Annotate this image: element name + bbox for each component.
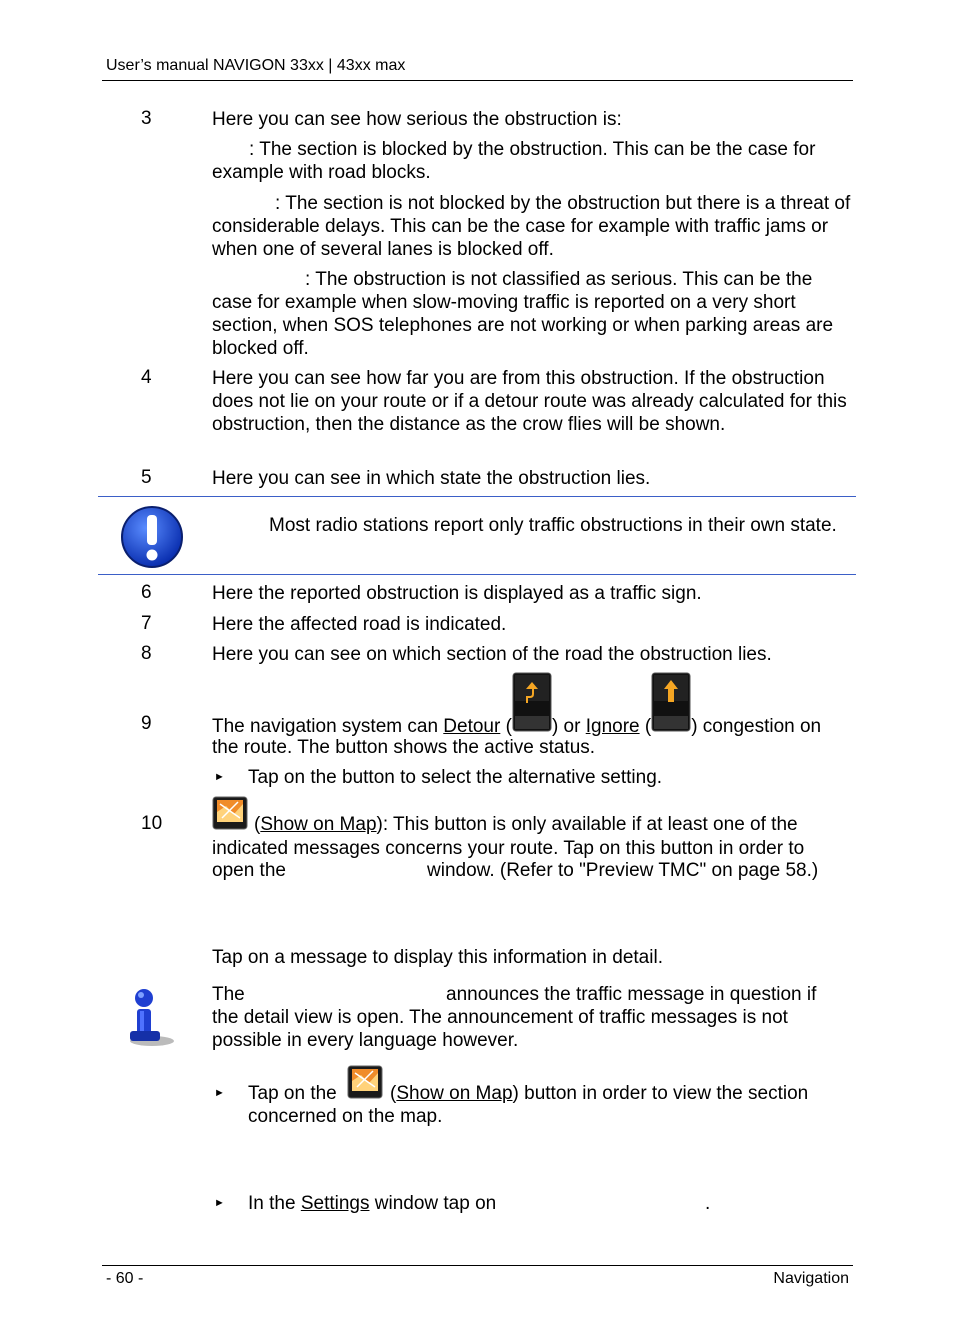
item-3-delays: : The section is not blocked by the obstruction but there is a threat of considerable delays. This can be the case for example with traffic jams or when one of several lanes is blocked off. — [212, 193, 851, 260]
ignore-link[interactable]: Ignore — [585, 716, 640, 737]
item-5-text: Here you can see in which state the obstruction lies. — [212, 468, 651, 489]
item-number-10: 10 — [141, 813, 163, 834]
item-number-3: 3 — [141, 108, 152, 129]
info-rest: announces the traffic message in question if — [446, 984, 817, 1005]
info-person-icon — [122, 987, 178, 1054]
settings-link[interactable]: Settings — [300, 1193, 370, 1214]
info-the: The — [212, 984, 245, 1005]
item-10-line3a: open the — [212, 860, 286, 881]
item-number-5: 5 — [141, 467, 152, 488]
note-text: Most radio stations report only traffic obstructions in their own state. — [269, 515, 837, 536]
showmap-rest: (Show on Map) button in order to view the section — [390, 1083, 809, 1104]
item-7-text: Here the affected road is indicated. — [212, 614, 507, 635]
item-4-text: Here you can see how far you are from this obstruction. If the obstruction does not lie on your route or if a detour route was already calculated for this obstruction, then the distance as the crow flies will be shown. — [212, 368, 847, 435]
item-10-line2: indicated messages concerns your route. Tap on this button in order to — [212, 838, 805, 859]
item-9-or: ) or — [551, 716, 586, 737]
info-line3: possible in every language however. — [212, 1030, 519, 1051]
settings-post: window tap on — [369, 1193, 497, 1214]
item-10-line1: (Show on Map): This button is only available if at least one of the — [254, 814, 798, 835]
item-9-bullet: Tap on the button to select the alternative setting. — [248, 767, 663, 788]
item-number-4: 4 — [141, 367, 152, 388]
bullet-arrow-2: ► — [214, 1087, 225, 1099]
item-9-line2: the route. The button shows the active status. — [212, 737, 596, 758]
exclamation-icon — [120, 505, 184, 574]
showmap-line2: concerned on the map. — [248, 1106, 443, 1127]
show-on-map-icon-2[interactable] — [347, 1065, 383, 1104]
item-9-post: ) congestion on — [691, 716, 822, 737]
header-rule — [102, 80, 853, 81]
item-number-8: 8 — [141, 643, 152, 664]
show-on-map-icon[interactable] — [212, 796, 248, 835]
settings-line — [248, 1192, 548, 1215]
item-9-paren2: ( — [639, 716, 652, 737]
settings-end: . — [705, 1193, 711, 1214]
tap-message-text: Tap on a message to display this information in detail. — [212, 947, 663, 968]
item-3-blocked: : The section is blocked by the obstruction. This can be the case for example with road blocks. — [212, 139, 816, 183]
detour-icon[interactable] — [512, 672, 552, 738]
showmap-pre: Tap on the — [248, 1083, 337, 1104]
showmap-post: ) button in order to view the section — [512, 1083, 809, 1104]
settings-pre: In the — [248, 1193, 301, 1214]
note-top-rule — [98, 496, 856, 497]
footer-rule — [102, 1265, 853, 1266]
bullet-arrow: ► — [214, 771, 225, 783]
note-bottom-rule — [98, 574, 856, 575]
item-10-rest: ): This button is only available if at least one of the — [376, 814, 798, 835]
ignore-icon[interactable] — [651, 672, 691, 738]
item-number-7: 7 — [141, 613, 152, 634]
item-3-not-serious: : The obstruction is not classified as serious. This can be the case for example when slow-moving traffic is reported on a very short section, when SOS telephones are not working or when parking areas are blocked off. — [212, 269, 834, 359]
running-header: User’s manual NAVIGON 33xx | 43xx max — [106, 57, 406, 74]
item-number-6: 6 — [141, 582, 152, 603]
show-on-map-link-2[interactable]: Show on Map — [396, 1083, 513, 1104]
footer-section: Navigation — [773, 1270, 849, 1287]
item-10-line3b: window. (Refer to "Preview TMC" on page 58.) — [427, 860, 819, 881]
item-3-intro: Here you can see how serious the obstruction is: — [212, 109, 622, 130]
info-line2: the detail view is open. The announcement of traffic messages is not — [212, 1007, 788, 1028]
item-number-9: 9 — [141, 713, 152, 734]
item-9-paren: ( — [500, 716, 512, 737]
item-8-text: Here you can see on which section of the road the obstruction lies. — [212, 644, 772, 665]
item-9-pre: The navigation system can — [212, 716, 444, 737]
item-6-text: Here the reported obstruction is displayed as a traffic sign. — [212, 583, 702, 604]
item-9-line1 — [212, 672, 872, 738]
bullet-arrow-3: ► — [214, 1197, 225, 1209]
show-on-map-link[interactable]: Show on Map — [260, 814, 377, 835]
detour-link[interactable]: Detour — [443, 716, 501, 737]
page-number: - 60 - — [106, 1270, 144, 1287]
